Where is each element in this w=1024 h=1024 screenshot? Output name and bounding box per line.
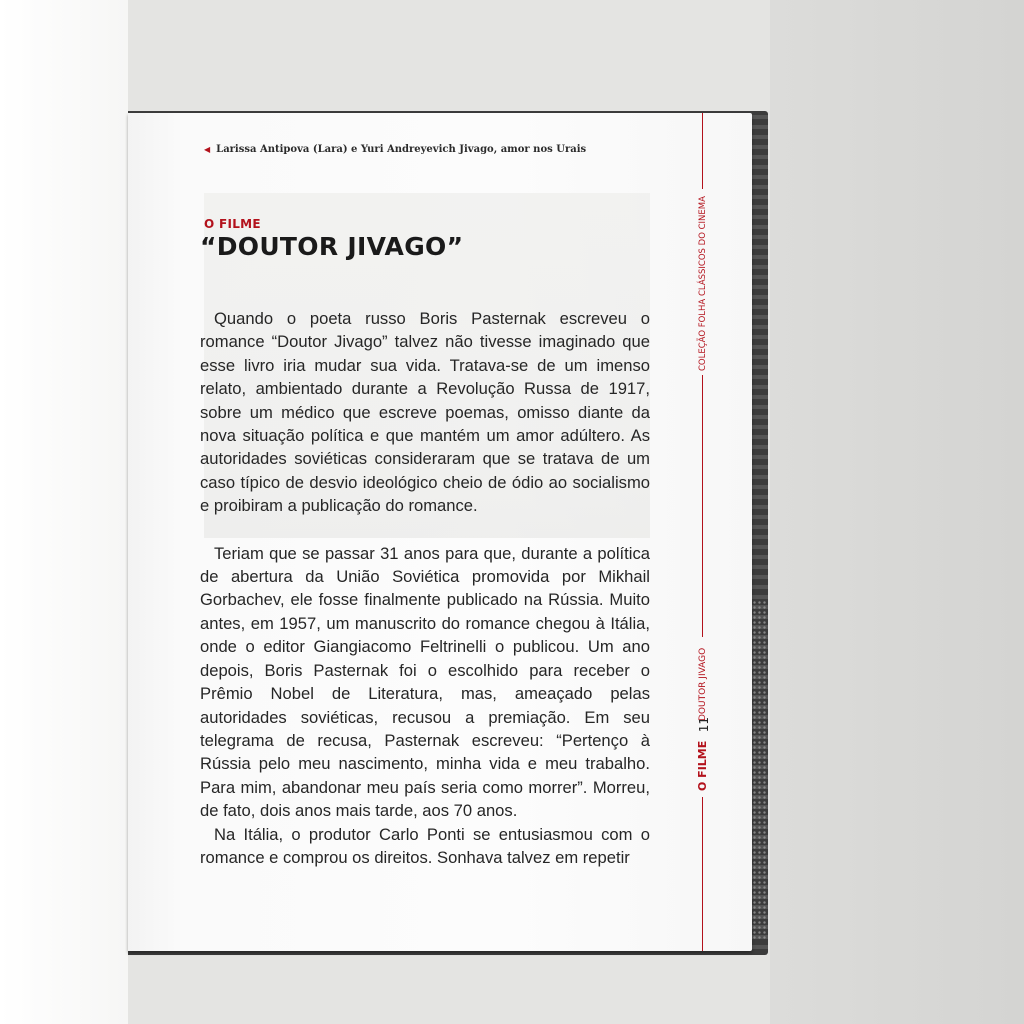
margin-rule-middle bbox=[702, 375, 703, 637]
section-label: O FILME bbox=[204, 217, 261, 231]
page-number: 11 bbox=[697, 717, 711, 733]
desk-surface-right bbox=[770, 0, 1024, 1024]
series-title: COLEÇÃO FOLHA CLÁSSICOS DO CINEMA bbox=[698, 196, 708, 371]
photo-caption-text: Larissa Antipova (Lara) e Yuri Andreyevich Jivago, amor nos Urais bbox=[216, 144, 587, 155]
desk-surface-left bbox=[0, 0, 128, 1024]
paragraph-3: Na Itália, o produtor Carlo Ponti se entusiasmou com o romance e comprou os direitos. Sonhava talvez em repetir bbox=[200, 824, 650, 867]
cover-dot-pattern bbox=[752, 600, 768, 940]
running-section: O FILME bbox=[696, 740, 709, 791]
photo-caption bbox=[204, 144, 684, 155]
margin-rule-bottom bbox=[702, 797, 703, 951]
body-text bbox=[200, 307, 650, 869]
running-title: DOUTOR JIVAGO bbox=[698, 647, 708, 721]
triangle-left-icon: ◀ bbox=[204, 144, 211, 154]
margin-rule-top bbox=[702, 113, 703, 189]
book-page bbox=[128, 113, 752, 951]
paragraph-1: Quando o poeta russo Boris Pasternak escreveu o romance “Doutor Jivago” talvez não tivesse imaginado que esse livro iria mudar sua vida. Tratava-se de um imenso relato, ambientado durante a Revolução Russa de 1917, sobre um médico que escreve poemas, omisso diante da nova situação política e que mantém um amor adúltero. As autoridades soviéticas consideraram que se tratava de um caso típico de desvio ideológico cheio de ódio ao socialismo e proibiram a publicação do romance. bbox=[200, 309, 650, 516]
paragraph-2: Teriam que se passar 31 anos para que, durante a política de abertura da União Soviética promovida por Mikhail Gorbachev, ele fosse finalmente publicado na Rússia. Muito antes, em 1957, um manuscrito do romance chegou à Itália, onde o editor Giangiacomo Feltrinelli o publicou. Um ano depois, Boris Pasternak foi o escolhido para receber o Prêmio Nobel de Literatura, mas, ameaçado pelas autoridades soviéticas, recusou a premiação. Em seu telegrama de recusa, Pasternak escreveu: “Pertenço à Rússia pelo meu nascimento, minha vida e meu trabalho. Para mim, abandonar meu país seria como morrer”. Morreu, de fato, dois anos mais tarde, aos 70 anos. bbox=[200, 543, 650, 821]
page-title: “DOUTOR JIVAGO” bbox=[200, 232, 464, 261]
